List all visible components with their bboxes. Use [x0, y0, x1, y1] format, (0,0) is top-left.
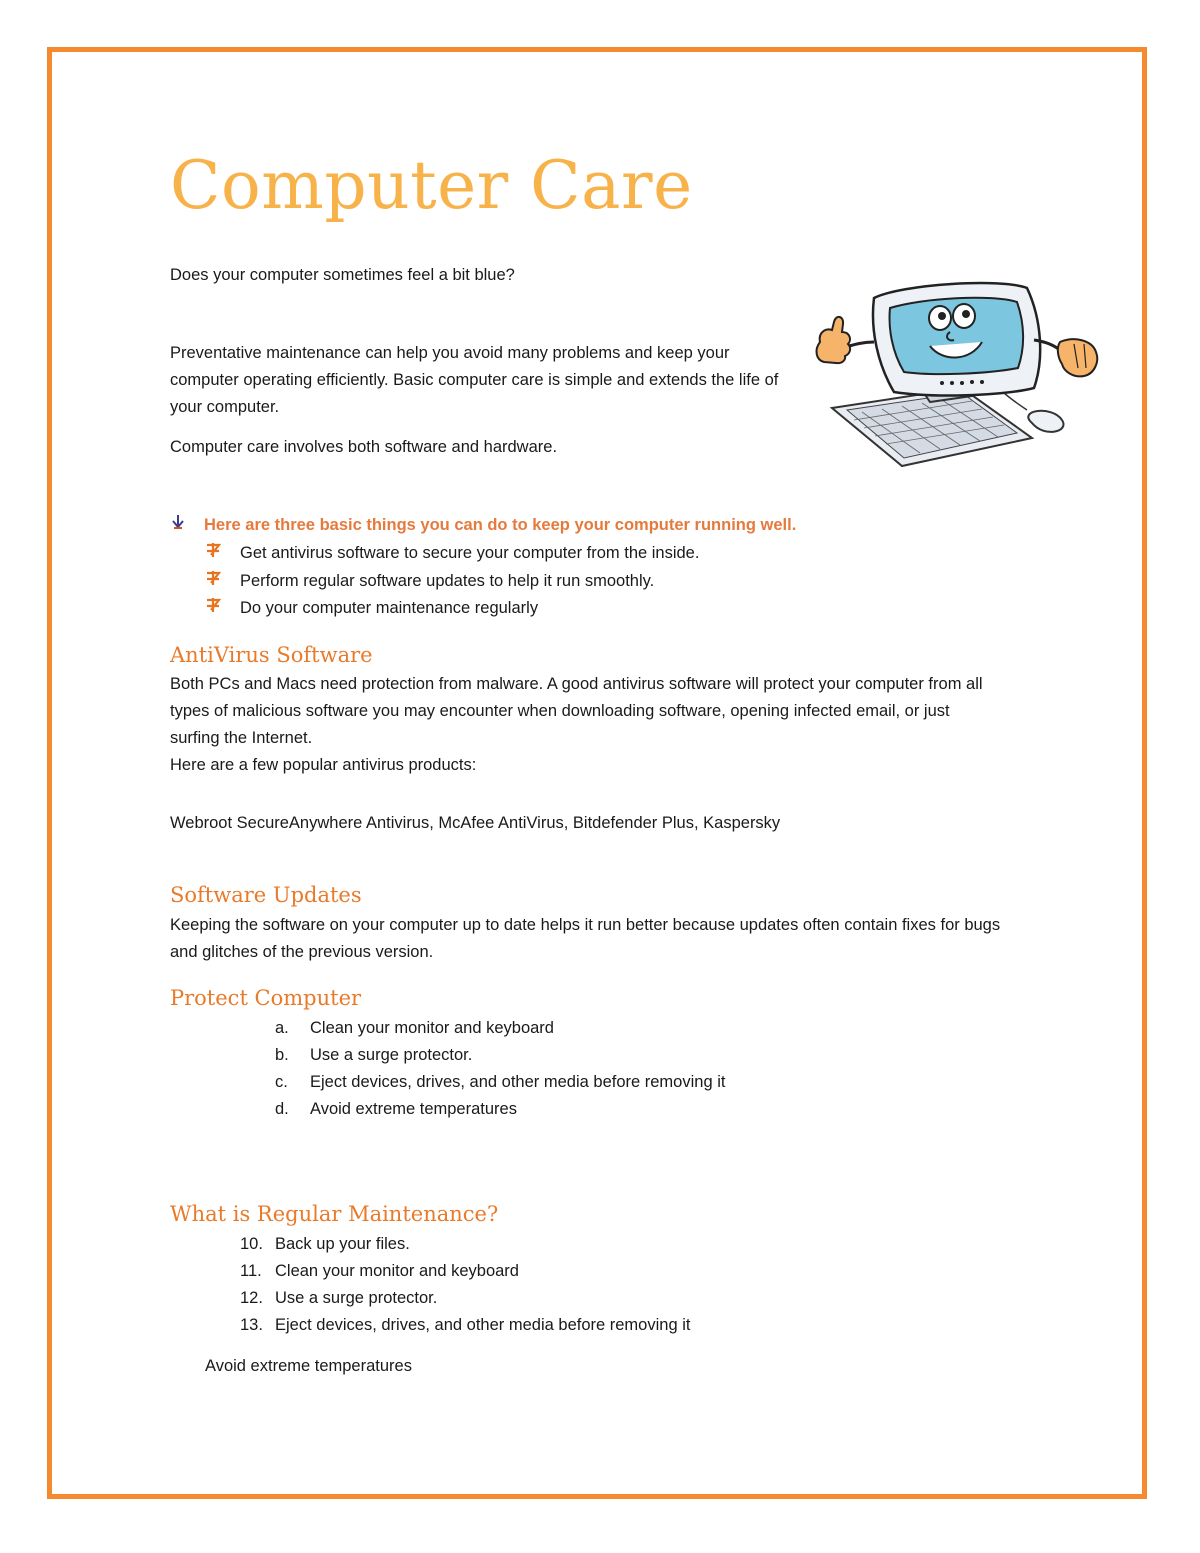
- document-title: Computer Care: [170, 147, 693, 224]
- basics-item-text: Get antivirus software to secure your computer from the inside.: [240, 544, 700, 563]
- list-item-text: Eject devices, drives, and other media before removing it: [310, 1073, 726, 1091]
- list-item-text: Back up your files.: [275, 1235, 410, 1253]
- computer-cartoon-illustration: [812, 280, 1102, 470]
- list-item: [230, 1312, 690, 1339]
- basics-item-text: Do your computer maintenance regularly: [240, 599, 539, 618]
- protect-list: [270, 1015, 725, 1123]
- star-bullet-icon: [205, 595, 240, 623]
- list-item-text: Clean your monitor and keyboard: [310, 1019, 554, 1037]
- regular-list: [230, 1231, 690, 1339]
- list-marker: b.: [275, 1046, 289, 1064]
- list-item: [230, 1231, 690, 1258]
- basics-list: [205, 540, 699, 623]
- monitor-image: [873, 283, 1040, 395]
- list-item: [270, 1015, 725, 1042]
- arrow-bullet-icon: [170, 512, 204, 539]
- tagline: Does your computer sometimes feel a bit blue?: [170, 266, 515, 284]
- list-item: [230, 1258, 690, 1285]
- star-bullet-icon: [205, 568, 240, 596]
- list-marker: a.: [275, 1019, 289, 1037]
- list-item-text: Use a surge protector.: [275, 1289, 438, 1307]
- list-item: [270, 1069, 725, 1096]
- basics-item-text: Perform regular software updates to help it run smoothly.: [240, 571, 655, 590]
- updates-paragraph: Keeping the software on your computer up to date helps it run better because updates often contain fixes for bugs and glitches of the previous version.: [170, 916, 1001, 961]
- basics-lead: [170, 512, 796, 539]
- intro-paragraph-2: Computer care involves both software and hardware.: [170, 438, 558, 456]
- list-item: [270, 1042, 725, 1069]
- star-bullet-icon: [205, 540, 240, 568]
- closing-line: Avoid extreme temperatures: [205, 1357, 412, 1375]
- list-item: [205, 595, 699, 623]
- antivirus-heading: AntiVirus Software: [170, 643, 373, 667]
- regular-heading: What is Regular Maintenance?: [170, 1202, 499, 1226]
- list-marker: c.: [275, 1073, 288, 1091]
- list-item: [205, 568, 699, 596]
- antivirus-products-intro: Here are a few popular antivirus products:: [170, 756, 477, 774]
- thumbs-up-hand-image: [817, 317, 851, 363]
- list-item: [230, 1285, 690, 1312]
- list-marker: 10.: [240, 1235, 263, 1253]
- list-marker: 11.: [240, 1262, 262, 1280]
- antivirus-paragraph: [170, 671, 1000, 779]
- list-item: [205, 540, 699, 568]
- updates-heading: Software Updates: [170, 883, 362, 907]
- list-marker: 13.: [240, 1316, 263, 1334]
- list-item-text: Eject devices, drives, and other media before removing it: [275, 1316, 691, 1334]
- list-item: [270, 1096, 725, 1123]
- list-marker: d.: [275, 1100, 289, 1118]
- basics-lead-text: Here are three basic things you can do to keep your computer running well.: [204, 516, 797, 534]
- antivirus-products: Webroot SecureAnywhere Antivirus, McAfee AntiVirus, Bitdefender Plus, Kaspersky: [170, 814, 781, 832]
- list-item-text: Clean your monitor and keyboard: [275, 1262, 519, 1280]
- protect-heading: Protect Computer: [170, 986, 362, 1010]
- list-marker: 12.: [240, 1289, 263, 1307]
- list-item-text: Use a surge protector.: [310, 1046, 473, 1064]
- list-item-text: Avoid extreme temperatures: [310, 1100, 517, 1118]
- intro-paragraph: Preventative maintenance can help you avoid many problems and keep your computer operating efficiently. Basic computer care is simple and extends the life of your computer.: [170, 344, 779, 416]
- right-hand-image: [1058, 339, 1097, 376]
- antivirus-paragraph-text: Both PCs and Macs need protection from malware. A good antivirus software will protect your computer from all types of malicious software you may encounter when downloading software, opening infected email, or just surfing the Internet.: [170, 675, 983, 747]
